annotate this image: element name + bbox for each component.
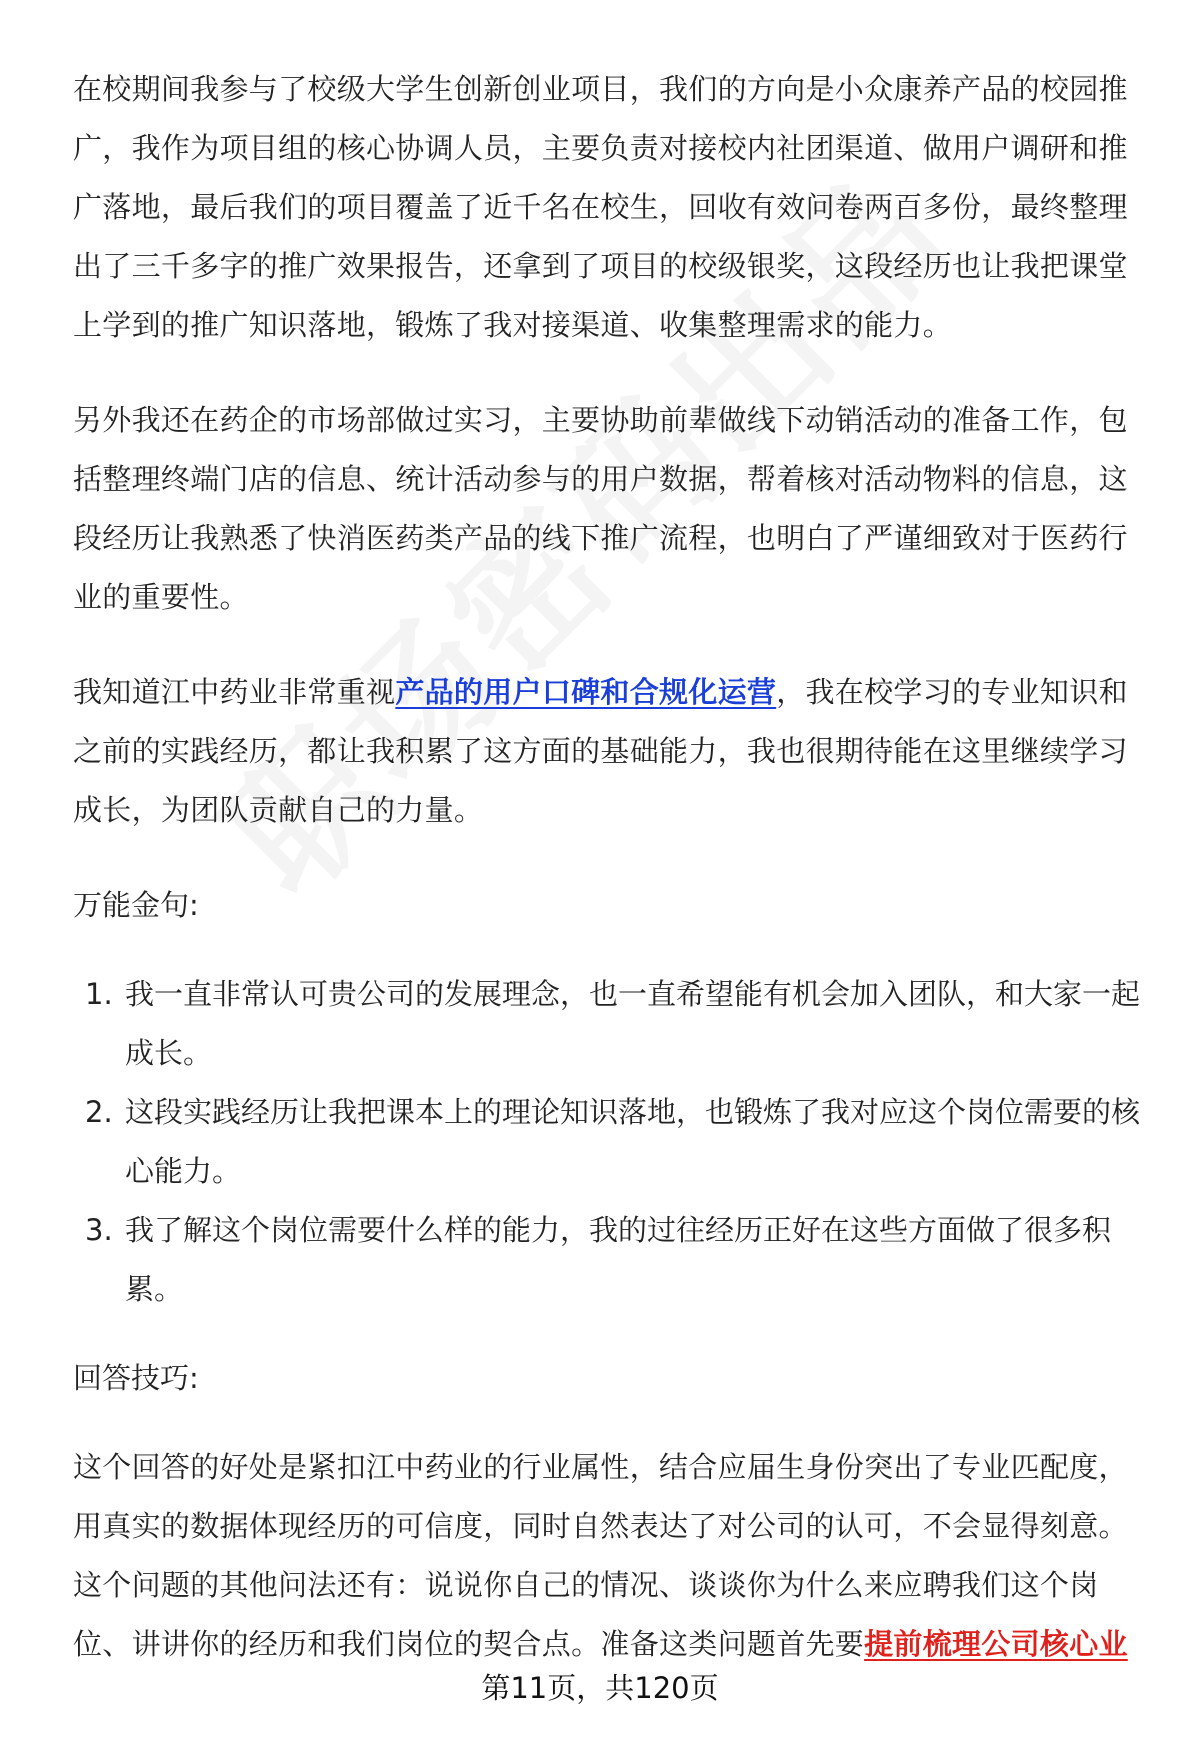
list-item xyxy=(73,965,1148,1083)
list-item-text: 我一直非常认可贵公司的发展理念，也一直希望能有机会加入团队，和大家一起成长。 xyxy=(125,977,1141,1070)
paragraph-project-experience: 在校期间我参与了校级大学生创新创业项目，我们的方向是小众康养产品的校园推广，我作为项目组的核心协调人员，主要负责对接校内社团渠道、做用户调研和推广落地，最后我们的项目覆盖了近千名在校生，回收有效问卷两百多份，最终整理出了三千多字的推广效果报告，还拿到了项目的校级银奖，这段经历也让我把课堂上学到的推广知识落地，锻炼了我对接渠道、收集整理需求的能力。 xyxy=(73,72,1128,342)
list-item-text: 这段实践经历让我把课本上的理论知识落地，也锻炼了我对应这个岗位需要的核心能力。 xyxy=(125,1095,1141,1188)
highlight-link-reputation[interactable]: 产品的用户口碑和合规化运营 xyxy=(395,675,777,709)
golden-sentences-heading: 万能金句: xyxy=(73,888,199,922)
list-item-number: 1. xyxy=(85,977,113,1011)
list-item-number: 2. xyxy=(85,1095,113,1129)
list-item-number: 3. xyxy=(85,1213,113,1247)
answer-tips-heading: 回答技巧: xyxy=(73,1361,199,1395)
paragraph-answer-tips xyxy=(73,1438,1148,1674)
paragraph-internship-experience: 另外我还在药企的市场部做过实习，主要协助前辈做线下动销活动的准备工作，包括整理终端门店的信息、统计活动参与的用户数据，帮着核对活动物料的信息，这段经历让我熟悉了快消医药类产品的线下推广流程，也明白了严谨细致对于医药行业的重要性。 xyxy=(73,403,1128,614)
list-item-text: 我了解这个岗位需要什么样的能力，我的过往经历正好在这些方面做了很多积累。 xyxy=(125,1213,1112,1306)
list-item xyxy=(73,1083,1148,1201)
document-body xyxy=(73,60,1148,1674)
golden-sentences-list xyxy=(73,965,1148,1319)
page-footer: 第11页，共120页 xyxy=(481,1671,719,1705)
paragraph-company-fit-text: 我知道江中药业非常重视 xyxy=(73,675,396,709)
paragraph-company-fit xyxy=(73,663,1148,840)
answer-tips-text: 这个回答的好处是紧扣江中药业的行业属性，结合应届生身份突出了专业匹配度，用真实的数据体现经历的可信度，同时自然表达了对公司的认可，不会显得刻意。这个问题的其他问法还有：说说你自己的情况、谈谈你为什么来应聘我们这个岗位、讲讲你的经历和我们岗位的契合点。准备这类问题首先要 xyxy=(73,1450,1128,1661)
paragraph-company-fit-text-rest: ，我在校学习的专业知识和之前的实践经历，都让我积累了这方面的基础能力，我也很期待能在这里继续学习成长，为团队贡献自己的力量。 xyxy=(73,675,1128,827)
highlight-link-business[interactable]: 提前梳理公司核心业 xyxy=(864,1627,1128,1661)
list-item xyxy=(73,1201,1148,1319)
